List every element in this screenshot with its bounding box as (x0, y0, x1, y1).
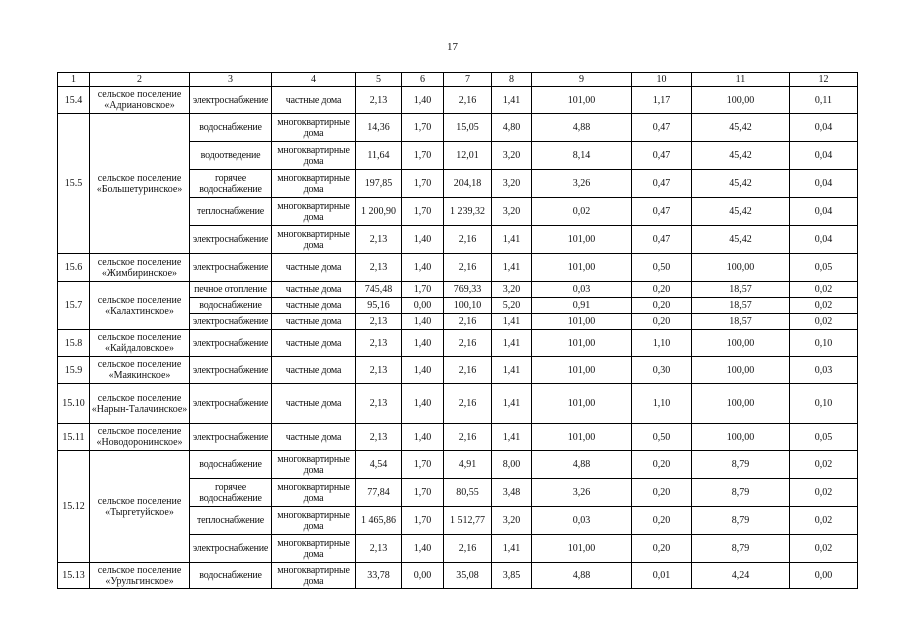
column-number: 7 (444, 73, 492, 87)
value-cell: 101,00 (532, 226, 632, 254)
settlement-name: сельское поселение «Адриановское» (90, 87, 190, 114)
building-type: многоквартирные дома (272, 170, 356, 198)
row-number: 15.8 (58, 330, 90, 357)
value-cell: 0,47 (632, 198, 692, 226)
building-type: частные дома (272, 357, 356, 384)
value-cell: 101,00 (532, 384, 632, 424)
value-cell: 0,04 (790, 198, 858, 226)
value-cell: 2,16 (444, 384, 492, 424)
value-cell: 101,00 (532, 254, 632, 282)
value-cell: 1,40 (402, 87, 444, 114)
building-type: частные дома (272, 254, 356, 282)
value-cell: 1,41 (492, 357, 532, 384)
row-number: 15.11 (58, 424, 90, 451)
value-cell: 0,20 (632, 507, 692, 535)
value-cell: 77,84 (356, 479, 402, 507)
value-cell: 2,13 (356, 535, 402, 563)
value-cell: 3,20 (492, 507, 532, 535)
value-cell: 0,91 (532, 298, 632, 314)
value-cell: 0,01 (632, 563, 692, 589)
value-cell: 2,13 (356, 314, 402, 330)
value-cell: 35,08 (444, 563, 492, 589)
column-number: 2 (90, 73, 190, 87)
settlement-name: сельское поселение «Нарын-Талачинское» (90, 384, 190, 424)
table-row (58, 384, 858, 424)
service-type: горячее водоснабжение (190, 479, 272, 507)
value-cell: 1,40 (402, 384, 444, 424)
page-number: 17 (447, 41, 458, 53)
value-cell: 2,16 (444, 226, 492, 254)
value-cell: 1,70 (402, 479, 444, 507)
value-cell: 11,64 (356, 142, 402, 170)
value-cell: 3,48 (492, 479, 532, 507)
value-cell: 0,03 (532, 507, 632, 535)
value-cell: 0,47 (632, 114, 692, 142)
building-type: многоквартирные дома (272, 507, 356, 535)
service-type: электроснабжение (190, 357, 272, 384)
value-cell: 2,16 (444, 254, 492, 282)
value-cell: 0,20 (632, 451, 692, 479)
value-cell: 1,40 (402, 535, 444, 563)
column-number: 6 (402, 73, 444, 87)
column-number: 10 (632, 73, 692, 87)
value-cell: 2,13 (356, 226, 402, 254)
building-type: частные дома (272, 87, 356, 114)
value-cell: 0,20 (632, 479, 692, 507)
building-type: частные дома (272, 298, 356, 314)
table-row (58, 114, 858, 142)
value-cell: 95,16 (356, 298, 402, 314)
value-cell: 100,00 (692, 424, 790, 451)
value-cell: 0,20 (632, 282, 692, 298)
value-cell: 8,14 (532, 142, 632, 170)
column-number: 1 (58, 73, 90, 87)
value-cell: 45,42 (692, 170, 790, 198)
value-cell: 3,20 (492, 198, 532, 226)
value-cell: 45,42 (692, 114, 790, 142)
value-cell: 0,00 (402, 563, 444, 589)
value-cell: 8,00 (492, 451, 532, 479)
value-cell: 100,00 (692, 330, 790, 357)
value-cell: 0,00 (790, 563, 858, 589)
value-cell: 0,47 (632, 142, 692, 170)
row-number: 15.5 (58, 114, 90, 254)
value-cell: 3,26 (532, 170, 632, 198)
value-cell: 3,20 (492, 282, 532, 298)
column-number: 12 (790, 73, 858, 87)
building-type: многоквартирные дома (272, 451, 356, 479)
table-row (58, 330, 858, 357)
table-row (58, 254, 858, 282)
value-cell: 101,00 (532, 535, 632, 563)
value-cell: 1,40 (402, 424, 444, 451)
table-row (58, 87, 858, 114)
table-header-row (58, 73, 858, 87)
value-cell: 2,13 (356, 424, 402, 451)
value-cell: 0,20 (632, 298, 692, 314)
value-cell: 2,16 (444, 87, 492, 114)
table-row (58, 451, 858, 479)
value-cell: 0,02 (790, 535, 858, 563)
value-cell: 101,00 (532, 357, 632, 384)
value-cell: 197,85 (356, 170, 402, 198)
building-type: частные дома (272, 314, 356, 330)
value-cell: 100,00 (692, 87, 790, 114)
value-cell: 0,05 (790, 254, 858, 282)
settlement-name: сельское поселение «Тыргетуйское» (90, 451, 190, 563)
value-cell: 0,02 (790, 298, 858, 314)
table-row (58, 424, 858, 451)
value-cell: 100,00 (692, 254, 790, 282)
value-cell: 8,79 (692, 507, 790, 535)
value-cell: 2,16 (444, 535, 492, 563)
value-cell: 2,13 (356, 254, 402, 282)
value-cell: 0,04 (790, 142, 858, 170)
value-cell: 0,03 (532, 282, 632, 298)
value-cell: 0,02 (790, 451, 858, 479)
value-cell: 1,40 (402, 330, 444, 357)
value-cell: 4,88 (532, 563, 632, 589)
service-type: электроснабжение (190, 226, 272, 254)
service-type: теплоснабжение (190, 198, 272, 226)
column-number: 8 (492, 73, 532, 87)
value-cell: 2,16 (444, 314, 492, 330)
value-cell: 0,05 (790, 424, 858, 451)
service-type: водоснабжение (190, 114, 272, 142)
value-cell: 1,40 (402, 254, 444, 282)
value-cell: 2,13 (356, 87, 402, 114)
value-cell: 2,13 (356, 384, 402, 424)
value-cell: 4,80 (492, 114, 532, 142)
value-cell: 0,02 (790, 507, 858, 535)
building-type: частные дома (272, 330, 356, 357)
value-cell: 1,70 (402, 198, 444, 226)
value-cell: 1,17 (632, 87, 692, 114)
value-cell: 0,00 (402, 298, 444, 314)
settlement-name: сельское поселение «Кайдаловское» (90, 330, 190, 357)
value-cell: 45,42 (692, 226, 790, 254)
value-cell: 1 200,90 (356, 198, 402, 226)
service-type: водоотведение (190, 142, 272, 170)
value-cell: 0,04 (790, 170, 858, 198)
settlement-name: сельское поселение «Жимбиринское» (90, 254, 190, 282)
value-cell: 1,70 (402, 507, 444, 535)
value-cell: 80,55 (444, 479, 492, 507)
value-cell: 18,57 (692, 298, 790, 314)
value-cell: 1,41 (492, 535, 532, 563)
building-type: частные дома (272, 384, 356, 424)
value-cell: 18,57 (692, 314, 790, 330)
building-type: многоквартирные дома (272, 114, 356, 142)
value-cell: 1,70 (402, 451, 444, 479)
service-type: водоснабжение (190, 451, 272, 479)
value-cell: 1 465,86 (356, 507, 402, 535)
value-cell: 2,16 (444, 424, 492, 451)
value-cell: 100,00 (692, 384, 790, 424)
value-cell: 0,02 (790, 479, 858, 507)
column-number: 11 (692, 73, 790, 87)
table-row (58, 357, 858, 384)
value-cell: 8,79 (692, 535, 790, 563)
service-type: электроснабжение (190, 535, 272, 563)
value-cell: 4,54 (356, 451, 402, 479)
row-number: 15.9 (58, 357, 90, 384)
building-type: многоквартирные дома (272, 479, 356, 507)
settlement-name: сельское поселение «Маякинское» (90, 357, 190, 384)
value-cell: 101,00 (532, 330, 632, 357)
value-cell: 18,57 (692, 282, 790, 298)
table-row (58, 563, 858, 589)
value-cell: 45,42 (692, 198, 790, 226)
value-cell: 2,16 (444, 357, 492, 384)
value-cell: 1,41 (492, 87, 532, 114)
value-cell: 1,70 (402, 282, 444, 298)
settlement-name: сельское поселение «Урульгинское» (90, 563, 190, 589)
value-cell: 101,00 (532, 314, 632, 330)
value-cell: 0,02 (790, 282, 858, 298)
value-cell: 1,10 (632, 330, 692, 357)
value-cell: 14,36 (356, 114, 402, 142)
service-type: водоснабжение (190, 298, 272, 314)
service-type: электроснабжение (190, 314, 272, 330)
row-number: 15.4 (58, 87, 90, 114)
service-type: водоснабжение (190, 563, 272, 589)
row-number: 15.10 (58, 384, 90, 424)
building-type: многоквартирные дома (272, 142, 356, 170)
value-cell: 3,20 (492, 170, 532, 198)
value-cell: 3,26 (532, 479, 632, 507)
value-cell: 0,50 (632, 254, 692, 282)
building-type: многоквартирные дома (272, 563, 356, 589)
service-type: теплоснабжение (190, 507, 272, 535)
building-type: частные дома (272, 282, 356, 298)
settlement-name: сельское поселение «Большетуринское» (90, 114, 190, 254)
value-cell: 100,00 (692, 357, 790, 384)
value-cell: 5,20 (492, 298, 532, 314)
value-cell: 0,50 (632, 424, 692, 451)
value-cell: 1,40 (402, 314, 444, 330)
value-cell: 745,48 (356, 282, 402, 298)
value-cell: 0,02 (532, 198, 632, 226)
row-number: 15.12 (58, 451, 90, 563)
value-cell: 0,10 (790, 330, 858, 357)
value-cell: 1,41 (492, 254, 532, 282)
value-cell: 3,85 (492, 563, 532, 589)
value-cell: 0,20 (632, 314, 692, 330)
value-cell: 1,40 (402, 357, 444, 384)
settlement-name: сельское поселение «Новодоронинское» (90, 424, 190, 451)
value-cell: 2,13 (356, 357, 402, 384)
column-number: 9 (532, 73, 632, 87)
value-cell: 8,79 (692, 479, 790, 507)
value-cell: 0,04 (790, 114, 858, 142)
value-cell: 33,78 (356, 563, 402, 589)
table-row (58, 282, 858, 298)
value-cell: 0,47 (632, 226, 692, 254)
service-type: электроснабжение (190, 330, 272, 357)
building-type: многоквартирные дома (272, 198, 356, 226)
value-cell: 1,70 (402, 114, 444, 142)
value-cell: 45,42 (692, 142, 790, 170)
service-type: горячее водоснабжение (190, 170, 272, 198)
building-type: многоквартирные дома (272, 535, 356, 563)
value-cell: 4,91 (444, 451, 492, 479)
value-cell: 769,33 (444, 282, 492, 298)
value-cell: 8,79 (692, 451, 790, 479)
value-cell: 0,30 (632, 357, 692, 384)
service-type: печное отопление (190, 282, 272, 298)
value-cell: 12,01 (444, 142, 492, 170)
value-cell: 0,11 (790, 87, 858, 114)
tariff-table (57, 72, 858, 589)
value-cell: 100,10 (444, 298, 492, 314)
value-cell: 1,40 (402, 226, 444, 254)
value-cell: 15,05 (444, 114, 492, 142)
value-cell: 4,24 (692, 563, 790, 589)
building-type: многоквартирные дома (272, 226, 356, 254)
value-cell: 1 512,77 (444, 507, 492, 535)
value-cell: 101,00 (532, 87, 632, 114)
value-cell: 2,16 (444, 330, 492, 357)
value-cell: 0,03 (790, 357, 858, 384)
value-cell: 1,41 (492, 226, 532, 254)
column-number: 5 (356, 73, 402, 87)
value-cell: 0,47 (632, 170, 692, 198)
service-type: электроснабжение (190, 254, 272, 282)
column-number: 4 (272, 73, 356, 87)
value-cell: 2,13 (356, 330, 402, 357)
row-number: 15.6 (58, 254, 90, 282)
value-cell: 1,41 (492, 384, 532, 424)
value-cell: 0,20 (632, 535, 692, 563)
table-body (58, 73, 858, 589)
value-cell: 1,41 (492, 424, 532, 451)
value-cell: 0,02 (790, 314, 858, 330)
value-cell: 204,18 (444, 170, 492, 198)
value-cell: 1,70 (402, 142, 444, 170)
value-cell: 4,88 (532, 451, 632, 479)
value-cell: 1,41 (492, 314, 532, 330)
value-cell: 1,10 (632, 384, 692, 424)
building-type: частные дома (272, 424, 356, 451)
value-cell: 4,88 (532, 114, 632, 142)
row-number: 15.7 (58, 282, 90, 330)
value-cell: 101,00 (532, 424, 632, 451)
settlement-name: сельское поселение «Калахтинское» (90, 282, 190, 330)
service-type: электроснабжение (190, 384, 272, 424)
row-number: 15.13 (58, 563, 90, 589)
service-type: электроснабжение (190, 87, 272, 114)
value-cell: 1,70 (402, 170, 444, 198)
value-cell: 1 239,32 (444, 198, 492, 226)
value-cell: 0,04 (790, 226, 858, 254)
service-type: электроснабжение (190, 424, 272, 451)
value-cell: 1,41 (492, 330, 532, 357)
value-cell: 0,10 (790, 384, 858, 424)
column-number: 3 (190, 73, 272, 87)
value-cell: 3,20 (492, 142, 532, 170)
